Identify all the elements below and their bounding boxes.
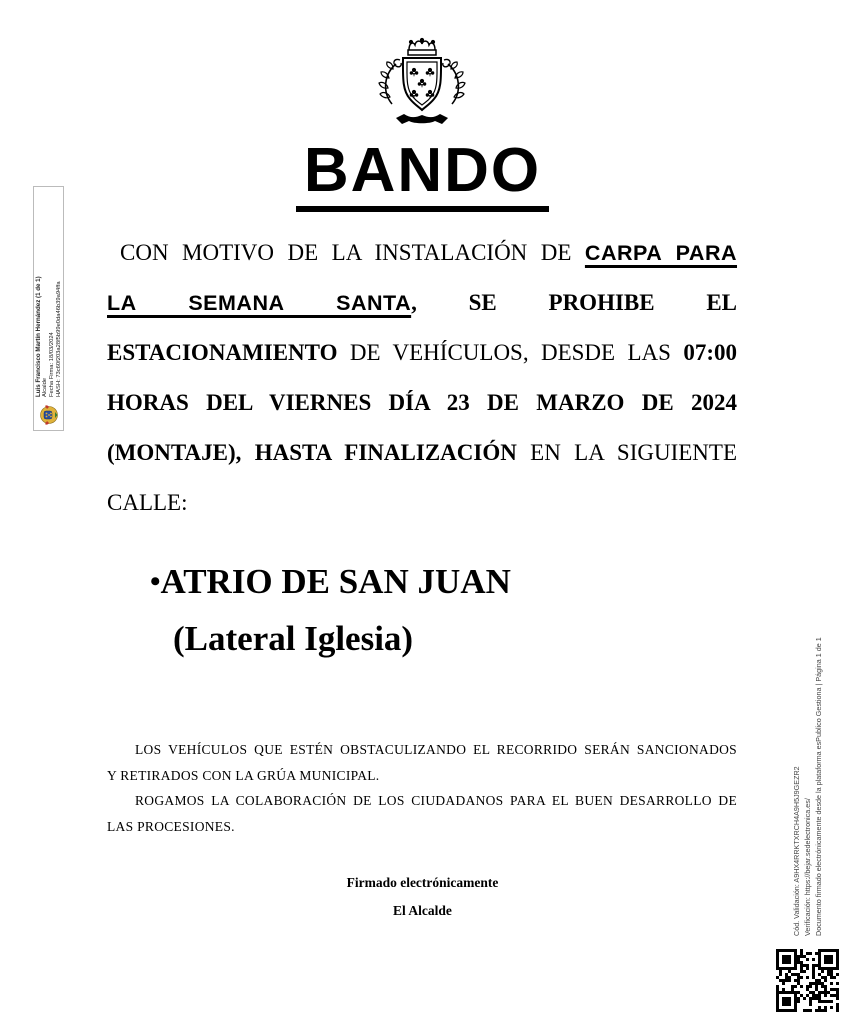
text-segment: CALLE: [107,490,188,515]
text-segment: EN LA SIGUIENTE [516,440,738,465]
signature-block [0,869,845,925]
text-line [107,379,737,429]
street-name: ATRIO DE SAN JUAN [160,562,511,601]
text-segment: SE PROHIBE EL [468,290,738,315]
text-line [107,279,737,329]
signer-stamp-text [35,276,63,397]
text-line [107,329,737,379]
text-segment: , [411,290,469,315]
page-title: BANDO [296,138,549,212]
street-list-item [150,553,511,667]
text-segment: DE VEHÍCULOS, DESDE LAS [337,340,684,365]
text-segment: LA SEMANA SANTA [107,291,412,315]
text-segment: 07:00 [683,340,737,365]
platform-note: Documento firmado electrónicamente desde la plataforma esPublico Gestiona | Página 1 de 1 [813,637,823,936]
text-line [107,429,737,479]
title-wrap [0,138,845,212]
verification-url: Verificación: https://bejar.sedelectronica.es/ [802,798,812,936]
text-line [107,479,737,529]
notes-paragraph [107,737,737,839]
sign-hash: HASH: 73c60f203a28f5b99e0da46b39a94ffa [55,281,62,397]
sign-date: Fecha Firma: 18/03/2024 [48,332,55,397]
text-segment: LAS PROCESIONES. [107,818,235,834]
main-paragraph [107,229,737,529]
bullet-icon: • [150,565,161,598]
signer-stamp-content [34,187,63,430]
text-segment: Y RETIRADOS CON LA GRÚA MUNICIPAL. [107,767,380,783]
text-line [107,814,737,840]
text-line [107,788,737,814]
signature-method: Firmado electrónicamente [346,875,499,890]
street-detail: (Lateral Iglesia) [173,619,414,658]
text-line [107,737,737,763]
qr-code-icon [776,949,839,1012]
text-line [107,229,737,279]
text-segment: LOS VEHÍCULOS QUE ESTÉN OBSTACULIZANDO EL RECORRIDO SERÁN SANCIONADOS [135,742,737,757]
text-segment: (MONTAJE), HASTA FINALIZACIÓN [107,440,517,465]
text-segment: CON MOTIVO DE LA INSTALACIÓN DE [120,240,585,265]
text-segment: ESTACIONAMIENTO [107,340,338,365]
validation-stamp [789,598,825,936]
signature-role: El Alcalde [393,903,452,918]
street-name-line [150,553,511,610]
signer-name: Luis Francisco Martín Hernández (1 de 1) [34,276,42,397]
text-line [107,763,737,789]
coat-of-arms-icon [366,36,478,136]
text-segment: ROGAMOS LA COLABORACIÓN DE LOS CIUDADANOS PARA EL BUEN DESARROLLO DE [135,793,737,808]
text-segment: HORAS DEL VIERNES DÍA 23 DE MARZO DE 2024 [107,390,737,415]
validation-code: Cód. Validación: A9HX4RRKTXRCH4A9H5J9GEZR2 [791,766,801,936]
municipal-seal-icon [38,404,60,426]
text-segment: CARPA PARA [584,241,738,265]
signer-role: Alcalde [41,377,48,397]
